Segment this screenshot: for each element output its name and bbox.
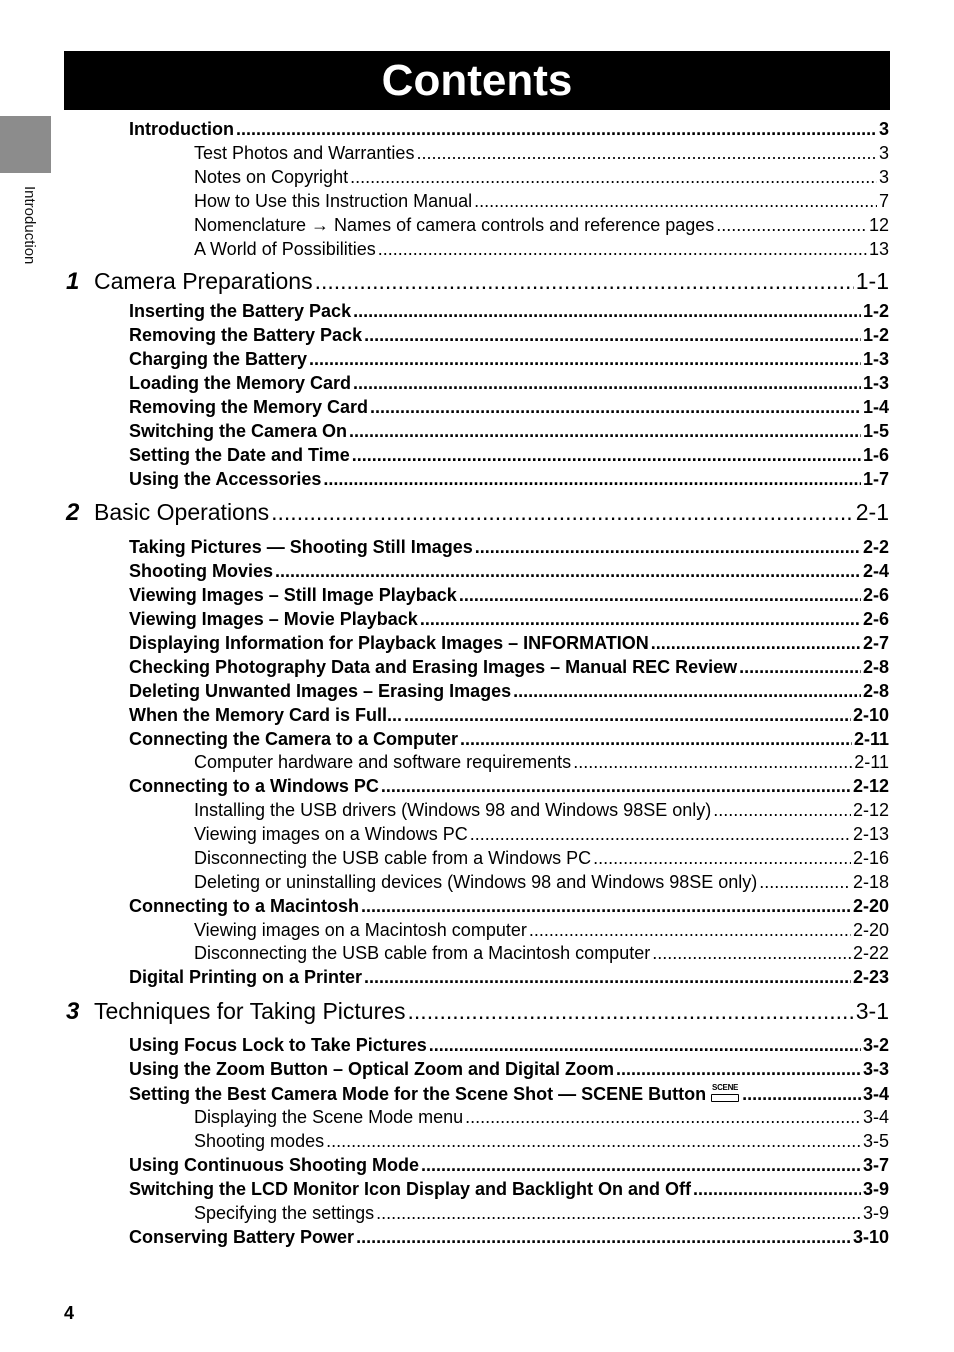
toc-page-number: 2-18 [852,872,889,892]
chapter-heading [66,499,269,527]
dot-leader [652,943,851,964]
toc-page-number: 12 [868,215,889,235]
dot-leader [742,1084,861,1105]
toc-page-number: 3 [878,167,889,187]
scene-button-icon [710,1083,740,1103]
toc-entry-title: Setting the Date and Time [129,445,350,465]
toc-page-number: 3-2 [862,1035,889,1055]
toc-entry-title: Using Continuous Shooting Mode [129,1155,419,1175]
toc-page-number: 3-1 [855,998,889,1024]
toc-entry-sub[interactable] [194,752,889,773]
dot-leader [315,268,854,295]
dot-leader [309,349,861,370]
toc-entry-title: How to Use this Instruction Manual [194,191,473,211]
toc-entry-title: Specifying the settings [194,1203,375,1223]
dot-leader [429,1035,861,1056]
toc-entry-title: Notes on Copyright [194,167,349,187]
toc-entry-sub[interactable] [194,872,889,893]
toc-entry-main[interactable] [129,119,889,140]
dot-leader [408,998,854,1025]
toc-page-number: 1-2 [862,301,889,321]
toc-entry-sub[interactable] [194,1107,889,1128]
toc-entry-main[interactable] [129,373,889,394]
dot-leader [513,681,861,702]
dot-leader [236,119,877,140]
toc-page-number: 2-7 [862,633,889,653]
dot-leader [416,143,877,164]
toc-entry-main[interactable] [129,445,889,466]
dot-leader [353,301,861,322]
toc-entry-title: Using Focus Lock to Take Pictures [129,1035,427,1055]
dot-leader [376,1203,861,1224]
toc-entry-title: Connecting to a Windows PC [129,776,379,796]
dot-leader [364,325,861,346]
toc-entry-title: Using the Accessories [129,469,322,489]
toc-page-number: 2-10 [852,705,889,725]
toc-entry-sub[interactable] [194,943,889,964]
dot-leader [693,1179,861,1200]
toc-page-number: 3 [878,119,889,139]
toc-entry-title: Inserting the Battery Pack [129,301,352,321]
dot-leader [459,585,861,606]
toc-entry-sub[interactable] [194,824,889,845]
toc-entry-title: Removing the Battery Pack [129,325,363,345]
toc-entry-main[interactable] [129,729,889,750]
toc-entry-sub[interactable] [194,215,889,236]
toc-page-number: 2-6 [862,585,889,605]
toc-entry-main[interactable] [129,967,889,988]
toc-entry-main[interactable] [129,896,889,917]
toc-page-number: 1-3 [862,349,889,369]
toc-page-number: 3-9 [862,1179,889,1199]
toc-entry-sub[interactable] [194,848,889,869]
toc-entry-title: Removing the Memory Card [129,397,369,417]
toc-page-number: 7 [878,191,889,211]
toc-entry-main[interactable] [129,585,889,606]
toc-page-number: 3 [878,143,889,163]
toc-page-number: 2-13 [852,824,889,844]
dot-leader [404,705,851,726]
dot-leader [275,561,861,582]
toc-page-number: 3-9 [862,1203,889,1223]
toc-page-number: 1-1 [855,268,889,294]
toc-entry-main[interactable] [129,1035,889,1056]
toc-entry-main[interactable] [129,1059,889,1080]
dot-leader [271,499,854,526]
dot-leader [713,800,851,821]
toc-entry-chapter[interactable] [66,268,889,296]
toc-entry-chapter[interactable] [66,499,889,527]
dot-leader [364,967,851,988]
toc-page-number: 2-4 [862,561,889,581]
toc-entry-title: Conserving Battery Power [129,1227,355,1247]
dot-leader [465,1107,861,1128]
toc-entry-title: Disconnecting the USB cable from a Macintosh computer [194,943,651,963]
toc-page-number: 2-8 [862,657,889,677]
toc-entry-title: Viewing images on a Windows PC [194,824,468,844]
toc-entry-sub[interactable] [194,1203,889,1224]
toc-page-number: 13 [868,239,889,259]
toc-entry-title: Viewing Images – Movie Playback [129,609,418,629]
toc-page-number: 2-11 [854,752,889,772]
toc-page-number: 2-22 [852,943,889,963]
toc-page-number: 1-2 [862,325,889,345]
dot-leader [716,215,867,236]
section-tab [0,116,51,173]
toc-entry-sub[interactable] [194,920,889,941]
toc-entry-title: Installing the USB drivers (Windows 98 and Windows 98SE only) [194,800,712,820]
toc-entry-main[interactable] [129,469,889,490]
dot-leader [353,373,861,394]
toc-entry-title: Checking Photography Data and Erasing Images – Manual REC Review [129,657,738,677]
dot-leader [475,537,861,558]
chapter-title: Techniques for Taking Pictures [94,998,406,1024]
toc-entry-title: Viewing Images – Still Image Playback [129,585,457,605]
dot-leader [381,776,851,797]
toc-page-number: 1-6 [862,445,889,465]
toc-entry-title: Deleting Unwanted Images – Erasing Images [129,681,512,701]
chapter-number: 2 [66,499,80,526]
dot-leader [352,445,861,466]
chapter-heading [66,268,313,296]
dot-leader [421,1155,861,1176]
toc-page-number: 2-2 [862,537,889,557]
toc-entry-title: Taking Pictures — Shooting Still Images [129,537,473,557]
toc-entry-main[interactable] [129,705,889,726]
toc-entry-title: Displaying Information for Playback Images – INFORMATION [129,633,649,653]
dot-leader [573,752,852,773]
chapter-title: Camera Preparations [94,268,313,294]
toc-entry-title: Computer hardware and software requirements [194,752,572,772]
toc-page-number: 1-7 [862,469,889,489]
toc-entry-title: Displaying the Scene Mode menu [194,1107,464,1127]
dot-leader [420,609,861,630]
toc-entry-title: Switching the Camera On [129,421,348,441]
dot-leader [323,469,861,490]
toc-entry-title: Test Photos and Warranties [194,143,415,163]
toc-page-number: 3-10 [852,1227,889,1247]
toc-entry-title: Loading the Memory Card [129,373,352,393]
toc-entry-main[interactable] [129,561,889,582]
toc-entry-sub[interactable] [194,239,889,260]
toc-entry-title: Deleting or uninstalling devices (Windows 98 and Windows 98SE only) [194,872,758,892]
dot-leader [651,633,861,654]
dot-leader [460,729,852,750]
toc-entry-sub[interactable] [194,167,889,188]
dot-leader [593,848,851,869]
dot-leader [739,657,861,678]
dot-leader [361,896,851,917]
toc-entry-title: Disconnecting the USB cable from a Windows PC [194,848,592,868]
dot-leader [470,824,851,845]
toc-page-number: 1-4 [862,397,889,417]
toc-entry-main[interactable] [129,537,889,558]
toc-entry-main[interactable] [129,397,889,418]
toc-entry-main[interactable] [129,609,889,630]
toc-entry-main[interactable] [129,1179,889,1200]
toc-entry-title: Using the Zoom Button – Optical Zoom and Digital Zoom [129,1059,614,1079]
chapter-number: 3 [66,998,80,1025]
toc-page-number: 2-23 [852,967,889,987]
toc-entry-main[interactable] [129,349,889,370]
toc-entry-title: Digital Printing on a Printer [129,967,363,987]
page-number: 4 [64,1303,75,1323]
chapter-heading [66,998,406,1026]
toc-page-number: 2-12 [852,800,889,820]
scene-icon-box [711,1094,739,1102]
toc-entry-title: Introduction [129,119,234,139]
toc-page-number: 3-4 [862,1107,889,1127]
toc-entry-main[interactable] [129,1155,889,1176]
toc-page-number: 2-1 [855,499,889,525]
toc-entry-sub[interactable] [194,1131,889,1152]
toc-page-number: 2-11 [853,729,889,749]
toc-entry-title: Shooting Movies [129,561,273,581]
toc-entry-main[interactable] [129,633,889,654]
toc-entry-title: Shooting modes [194,1131,325,1151]
dot-leader [326,1131,861,1152]
toc-entry-title: Connecting the Camera to a Computer [129,729,459,749]
toc-entry-title: Connecting to a Macintosh [129,896,360,916]
toc-entry-title: Switching the LCD Monitor Icon Display and Backlight On and Off [129,1179,692,1199]
toc-entry-sub[interactable] [194,800,889,821]
dot-leader [378,239,867,260]
toc-page-number: 2-6 [862,609,889,629]
dot-leader [474,191,877,212]
toc-entry-title: Setting the Best Camera Mode for the Scene Shot — SCENE Button [129,1084,707,1104]
toc-entry-sub[interactable] [194,143,889,164]
section-tab-label: Introduction [21,186,38,265]
toc-entry-main[interactable] [129,1083,889,1105]
dot-leader [356,1227,851,1248]
toc-page-number: 1-3 [862,373,889,393]
toc-page-number: 2-16 [852,848,889,868]
chapter-title: Basic Operations [94,499,270,525]
toc-page-number: 3-5 [862,1131,889,1151]
toc-entry-main[interactable] [129,1227,889,1248]
toc-entry-main[interactable] [129,776,889,797]
toc-entry-sub[interactable] [194,191,889,212]
dot-leader [370,397,861,418]
toc-page-number: 2-8 [862,681,889,701]
toc-entry-main[interactable] [129,421,889,442]
scene-icon-label: SCENE [712,1083,739,1092]
toc-entry-main[interactable] [129,325,889,346]
toc-entry-title: Charging the Battery [129,349,308,369]
toc-page-number: 2-12 [852,776,889,796]
toc-page-number: 3-3 [862,1059,889,1079]
toc-page-number: 3-7 [862,1155,889,1175]
toc-page-number: 2-20 [852,896,889,916]
dot-leader [616,1059,861,1080]
toc-entry-main[interactable] [129,301,889,322]
dot-leader [759,872,851,893]
dot-leader [529,920,851,941]
toc-entry-title: Viewing images on a Macintosh computer [194,920,527,940]
chapter-number: 1 [66,268,80,295]
dot-leader [349,421,861,442]
toc-page-number: 1-5 [862,421,889,441]
toc-page-number: 2-20 [852,920,889,940]
toc-page-number: 3-4 [862,1084,889,1104]
toc-entry-title: Nomenclature → Names of camera controls and reference pages [194,215,715,235]
toc-entry-chapter[interactable] [66,998,889,1026]
dot-leader [350,167,877,188]
toc-entry-main[interactable] [129,681,889,702]
toc-entry-title: When the Memory Card is Full... [129,705,403,725]
toc-entry-main[interactable] [129,657,889,678]
page-title: Contents [64,51,890,110]
toc-entry-title: A World of Possibilities [194,239,376,259]
